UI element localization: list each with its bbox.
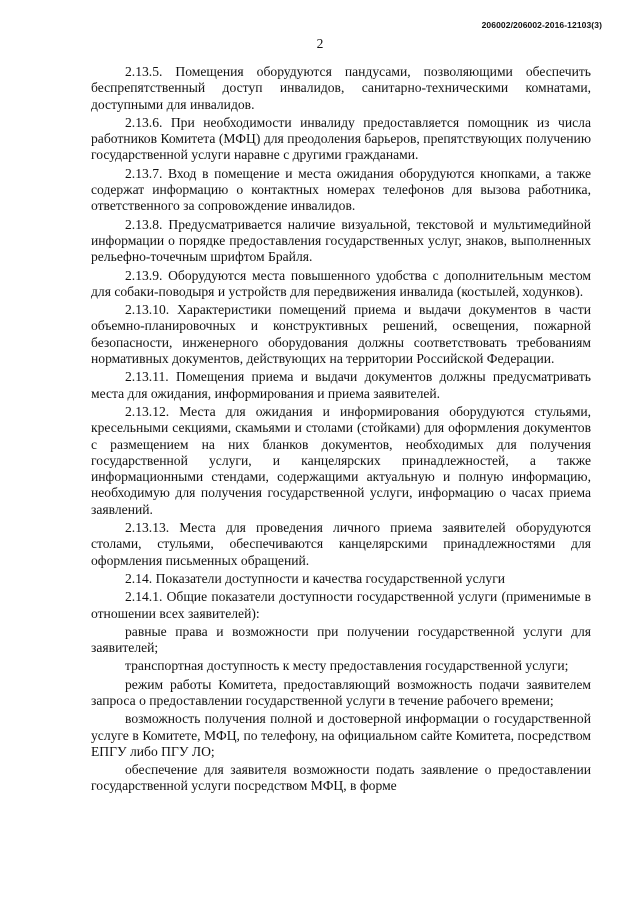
paragraph-2-14-1: 2.14.1. Общие показатели доступности государственной услуги (применимые в отношении всех заявителей): (91, 589, 591, 621)
paragraph-2-13-10: 2.13.10. Характеристики помещений приема и выдачи документов в части объемно-планировочных и конструктивных решений, освещения, пожарной безопасности, инженерного оборудования должны соответствовать требованиям нормативных документов, действующих на территории Российской Федерации. (91, 302, 591, 367)
list-item-mfc-application: обеспечение для заявителя возможности подать заявление о предоставлении государственной услуги посредством МФЦ, в форме (91, 762, 591, 794)
document-id: 206002/206002-2016-12103(3) (481, 20, 602, 30)
paragraph-2-13-11: 2.13.11. Помещения приема и выдачи документов должны предусматривать места для ожидания, информирования и приема заявителей. (91, 369, 591, 401)
list-item-information: возможность получения полной и достоверной информации о государственной услуге в Комитете, МФЦ, по телефону, на официальном сайте Комитета, посредством ЕПГУ либо ПГУ ЛО; (91, 711, 591, 759)
paragraph-2-13-7: 2.13.7. Вход в помещение и места ожидания оборудуются кнопками, а также содержат информацию о контактных номерах телефонов для вызова работника, ответственного за сопровождение инвалидов. (91, 165, 591, 214)
list-item-equal-rights: равные права и возможности при получении государственной услуги для заявителей; (91, 623, 591, 656)
paragraph-2-13-5: 2.13.5. Помещения оборудуются пандусами, позволяющими обеспечить беспрепятственный доступ инвалидов, санитарно-техническими комнатами, доступными для инвалидов. (91, 64, 591, 112)
paragraph-2-13-8: 2.13.8. Предусматривается наличие визуальной, текстовой и мультимедийной информации о порядке предоставления государственных услуг, знаков, выполненных рельефно-точечным шрифтом Брайля. (91, 216, 591, 265)
paragraph-2-13-6: 2.13.6. При необходимости инвалиду предоставляется помощник из числа работников Комитета (МФЦ) для преодоления барьеров, препятствующих получению государственной услуги наравне с другими гражданами. (91, 114, 591, 163)
paragraph-2-13-12: 2.13.12. Места для ожидания и информирования оборудуются стульями, кресельными секциями, скамьями и столами (стойками) для оформления документов с размещением на них бланков документов, необходимых для получения государственной услуги, и канцелярских принадлежностей, а также информационными стендами, содержащими актуальную и полную информацию, необходимую для получения государственной услуги, информацию о часах приема заявлений. (91, 403, 591, 517)
list-item-transport: транспортная доступность к месту предоставления государственной услуги; (125, 658, 569, 674)
paragraph-2-13-9: 2.13.9. Оборудуются места повышенного удобства с дополнительным местом для собаки-поводыря и устройств для передвижения инвалида (костылей, ходунков). (91, 267, 591, 299)
paragraph-2-13-13: 2.13.13. Места для проведения личного приема заявителей оборудуются столами, стульями, обеспечиваются канцелярскими принадлежностями для оформления письменных обращений. (91, 520, 591, 568)
list-item-work-schedule: режим работы Комитета, предоставляющий возможность подачи заявителем запроса о предоставлении государственной услуги в течение рабочего времени; (91, 676, 591, 708)
page-number: 2 (316, 36, 324, 51)
section-heading-2-14: 2.14. Показатели доступности и качества государственной услуги (125, 570, 506, 586)
document-body (91, 64, 591, 797)
